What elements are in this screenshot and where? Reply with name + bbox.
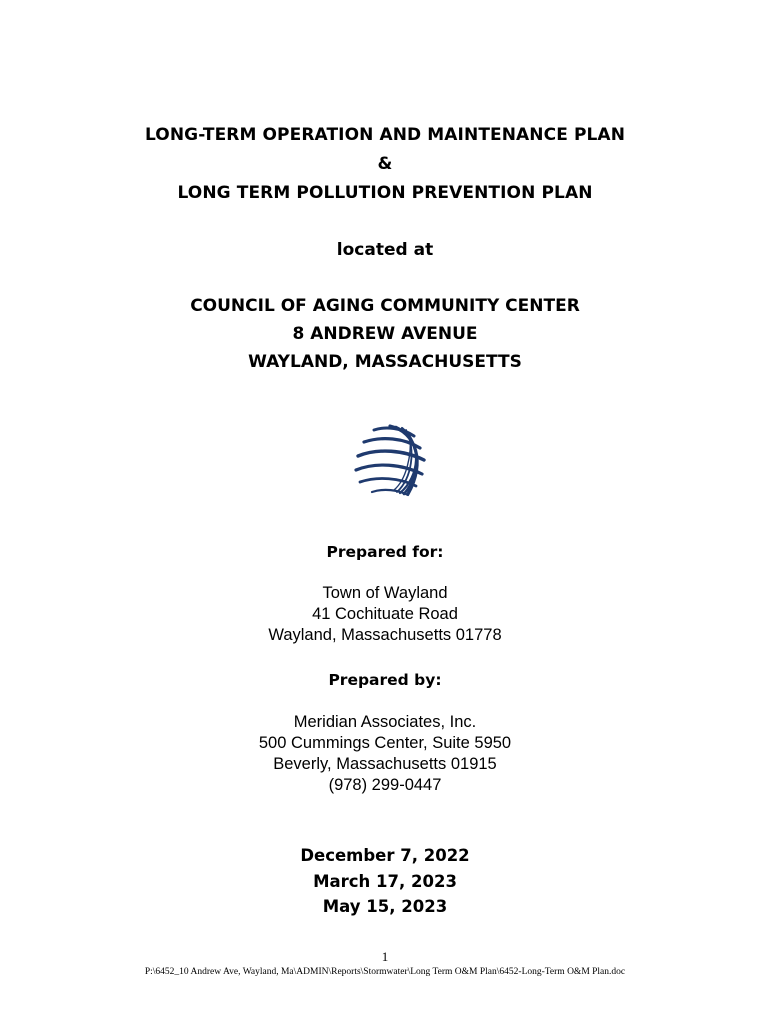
- site-city-state: WAYLAND, MASSACHUSETTS: [248, 352, 522, 372]
- page-number: 1: [381, 949, 389, 964]
- site-block: [0, 292, 770, 376]
- date-line: March 17, 2023: [313, 871, 457, 891]
- prepared-by-address: [0, 712, 770, 796]
- title-ampersand: &: [377, 154, 393, 174]
- prepared-for-line: Town of Wayland: [322, 584, 448, 602]
- prepared-for-heading: Prepared for:: [326, 543, 444, 561]
- prepared-for-address: [0, 583, 770, 646]
- title-line-3: LONG TERM POLLUTION PREVENTION PLAN: [177, 183, 593, 203]
- date-line: May 15, 2023: [322, 897, 448, 916]
- prepared-by-line: Meridian Associates, Inc.: [293, 713, 477, 731]
- prepared-for-line: Wayland, Massachusetts 01778: [268, 626, 502, 644]
- prepared-for-line: 41 Cochituate Road: [312, 605, 458, 623]
- location-label: located at: [336, 240, 434, 260]
- site-street: 8 ANDREW AVENUE: [292, 324, 478, 344]
- prepared-by-heading: Prepared by:: [328, 671, 442, 689]
- prepared-by-line: (978) 299-0447: [328, 776, 442, 794]
- title-line-1: LONG-TERM OPERATION AND MAINTENANCE PLAN: [144, 125, 626, 145]
- prepared-by-line: 500 Cummings Center, Suite 5950: [258, 734, 512, 752]
- revision-dates: [0, 843, 770, 920]
- footer-file-path: P:\6452_10 Andrew Ave, Wayland, Ma\ADMIN\Reports\Stormwater\Long Term O&M Plan\6452-Long-Term O&M Plan.doc: [144, 967, 626, 977]
- site-name: COUNCIL OF AGING COMMUNITY CENTER: [190, 296, 580, 316]
- globe-swoosh-logo-icon: [350, 418, 432, 500]
- date-line: December 7, 2022: [300, 846, 470, 865]
- prepared-by-line: Beverly, Massachusetts 01915: [273, 755, 497, 773]
- document-title: [0, 121, 770, 208]
